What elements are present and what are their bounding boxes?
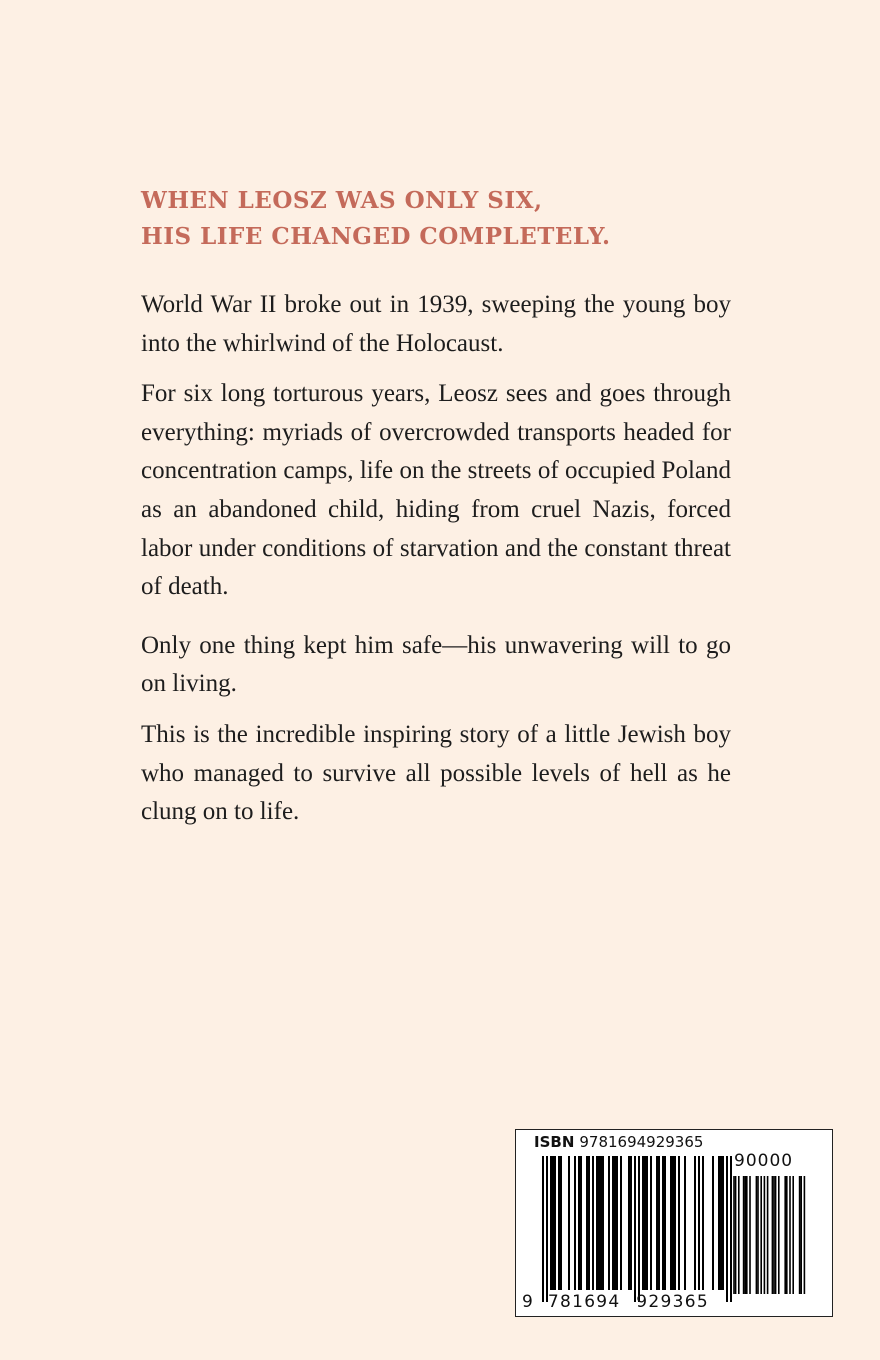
barcode-addon-bar <box>744 1176 746 1294</box>
barcode-bar <box>684 1156 686 1290</box>
barcode-bar <box>546 1156 548 1302</box>
barcode-addon-bar <box>756 1176 758 1294</box>
barcode-bar <box>642 1156 644 1290</box>
barcode-bar <box>602 1156 604 1290</box>
barcode-bar <box>658 1156 660 1290</box>
barcode-bar <box>592 1156 594 1290</box>
barcode-addon-bar <box>786 1176 788 1294</box>
barcode-addon-bar <box>799 1176 801 1294</box>
barcode-bar <box>702 1156 704 1290</box>
barcode-bar <box>614 1156 616 1290</box>
headline-line-1: WHEN LEOSZ WAS ONLY SIX, <box>141 187 543 214</box>
barcode-addon-bar <box>735 1176 737 1294</box>
barcode-bar <box>574 1156 576 1290</box>
barcode-bar <box>612 1156 614 1290</box>
barcode-digits-right: 929365 <box>636 1292 709 1312</box>
isbn-barcode <box>515 1129 833 1317</box>
barcode-bar <box>568 1156 570 1290</box>
barcode-bar <box>650 1156 652 1290</box>
cover-headline <box>141 183 731 255</box>
paragraph-will-to-live: Only one thing kept him safe—his unwavering will to go on living. <box>141 631 731 698</box>
barcode-bar <box>722 1156 724 1290</box>
barcode-bar <box>586 1156 588 1290</box>
barcode-digit-first: 9 <box>522 1292 535 1312</box>
barcode-addon-bar <box>800 1176 802 1294</box>
barcode-addon-bar <box>773 1176 775 1294</box>
barcode-addon-bar <box>775 1176 777 1294</box>
barcode-bar <box>550 1156 552 1290</box>
barcode-addon-bar <box>772 1176 774 1294</box>
barcode-digits-left: 781694 <box>547 1292 621 1312</box>
barcode-addon-bar <box>789 1176 791 1294</box>
barcode-addon-bar <box>757 1176 759 1294</box>
barcode-bar <box>542 1156 544 1302</box>
barcode-bar <box>620 1156 622 1290</box>
barcode-bar <box>598 1156 600 1290</box>
barcode-bar <box>664 1156 666 1290</box>
barcode-bar <box>588 1156 590 1290</box>
barcode-addon-bar <box>764 1176 766 1294</box>
barcode-addon-digits: 90000 <box>734 1151 794 1171</box>
isbn-number: 9781694929365 <box>579 1133 704 1151</box>
barcode-addon-bar <box>792 1176 794 1294</box>
paragraph-six-years: For six long torturous years, Leosz sees and goes through everything: myriads of overcrowded transports headed for concentration camps, life on the streets of occupied Poland as an abandoned child, hiding from cruel Nazis, forced labor under conditions of starvation and the constant threat of death. <box>141 380 731 601</box>
headline-line-2: HIS LIFE CHANGED COMPLETELY. <box>141 223 611 250</box>
barcode-addon-bar <box>733 1176 735 1294</box>
barcode-bar <box>656 1156 658 1290</box>
barcode-bar <box>670 1156 672 1290</box>
barcode-digits <box>522 1292 709 1312</box>
barcode-addon-bar <box>749 1176 751 1294</box>
barcode-bar <box>718 1156 720 1290</box>
barcode-addon-bar <box>778 1176 780 1294</box>
barcode-bar <box>628 1156 630 1290</box>
barcode-bar <box>634 1156 636 1302</box>
back-cover-text <box>141 183 731 832</box>
barcode-bar <box>646 1156 648 1290</box>
barcode-addon-bar <box>804 1176 806 1294</box>
barcode-bar <box>678 1156 680 1290</box>
barcode-addon-bar <box>760 1176 762 1294</box>
barcode-addon-bar <box>730 1176 732 1294</box>
barcode-bar <box>720 1156 722 1290</box>
paragraph-inspiring-story: This is the incredible inspiring story of a little Jewish boy who managed to survive all possible levels of hell as he clung on to life. <box>141 720 731 826</box>
barcode-bar <box>644 1156 646 1290</box>
barcode-addon-bar <box>738 1176 740 1294</box>
barcode-bar <box>694 1156 696 1290</box>
barcode-addon-bar <box>767 1176 769 1294</box>
paragraph-war-outbreak: World War II broke out in 1939, sweeping the young boy into the whirlwind of the Holocaust. <box>141 291 731 357</box>
barcode-bar <box>578 1156 580 1290</box>
barcode-bar <box>600 1156 602 1290</box>
barcode-bar <box>558 1156 560 1290</box>
barcode-bar <box>726 1156 728 1302</box>
barcode-addon-bar <box>743 1176 745 1294</box>
barcode-bar <box>662 1156 664 1290</box>
barcode-bar <box>712 1156 714 1290</box>
barcode-bar <box>596 1156 598 1290</box>
barcode-bar <box>630 1156 632 1290</box>
barcode-bar <box>698 1156 700 1290</box>
barcode-bar <box>638 1156 640 1302</box>
barcode-addon-bar <box>746 1176 748 1294</box>
barcode-bar <box>608 1156 610 1290</box>
barcode-bar <box>672 1156 674 1290</box>
barcode-bar <box>616 1156 618 1290</box>
barcode-bar <box>560 1156 562 1290</box>
barcode-bar <box>674 1156 676 1290</box>
barcode-bar <box>580 1156 582 1290</box>
barcode-addon-bar <box>784 1176 786 1294</box>
barcode-bars <box>516 1130 834 1318</box>
barcode-bar <box>554 1156 556 1290</box>
barcode-bar <box>552 1156 554 1290</box>
isbn-key: ISBN <box>534 1133 575 1151</box>
